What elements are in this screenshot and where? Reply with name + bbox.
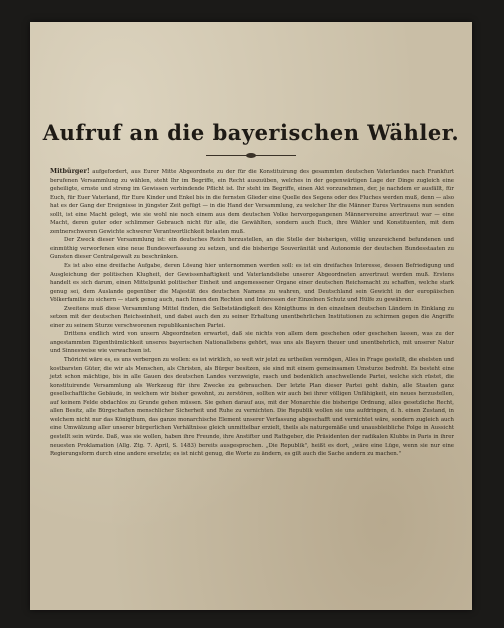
title-divider bbox=[206, 155, 296, 156]
paragraph-5: Drittens endlich wird von unsern Abgeordneten erwartet, daß sie nichts von allem dem geschehen oder geschehen lassen, was zu der angestammten Eigenthümlichkeit unseres bayerischen Nationallebens gehört, was uns als Bayern theuer und unentbehrlich, mit unserer Natur und Sinnesweise wie verwachsen ist. bbox=[50, 331, 454, 355]
paragraph-4: Zweitens muß diese Versammlung Mittel finden, die Selbstständigkeit des Königthums in den einzelnen deutschen Ländern in Einklang zu setzen mit der deutschen Reichseinheit, und dabei auch den zu seiner Erhaltung unentbehrlichen Institutionen zu schirmen gegen die Angriffe einer zu seinem Sturze verschworenen republikanischen Partei. bbox=[50, 305, 454, 329]
broadsheet-page bbox=[30, 22, 472, 610]
paragraph-3: Es ist also eine dreifache Aufgabe, deren Lösung hier unternommen werden soll: es ist ein dreifaches Interesse, dessen Befriedigung und Ausgleichung der politischen Klugheit, der Gewissenhaftigkeit und Vaterlandsliebe unserer Abgeordneten anvertraut werden muß. Erstens handelt es sich darum, einen Mittelpunkt politischer Einheit und angemessener Organe einer deutschen Reichsmacht zu schaffen, welche stark genug sei, dem Auslande gegenüber die Majestät des deutschen Namens zu wahren, und Deutschland sein Gewicht in der europäischen Völkerfamilie zu sichern — stark genug auch, nach Innen den Rechten und Interessen der Einzelnen Schutz und Hülfe zu gewähren. bbox=[50, 263, 454, 304]
document-title: Aufruf an die bayerischen Wähler. bbox=[42, 120, 460, 145]
paragraph-1 bbox=[50, 167, 454, 236]
paragraph-2: Der Zweck dieser Versammlung ist: ein deutsches Reich herzustellen, an die Stelle der bisherigen, völlig unzureichend befundenen und einmüthig verworfenen eine neue Bundesverfassung zu setzen, und die bisherige Souveränität und Autonomie der deutschen Bundesstaaten zu Gunsten dieser Centralgewalt zu beschränken. bbox=[50, 237, 454, 261]
lead-word: Mitbürger! bbox=[50, 167, 90, 175]
document-body bbox=[50, 167, 454, 459]
paragraph-text: aufgefordert, aus Eurer Mitte Abgeordnete zu der für die Konstituirung des gesammten deutschen Vaterlandes nach Frankfurt berufenen Versammlung zu wählen, steht Ihr im Begriffe, ein Recht auszuüben, welches in der gegenwärtigen Lage der Dinge zugleich eine geheiligte, ernste und streng im Gewissen verbindende Pflicht ist. Ihr steht im Begriffe, einen Akt vorzunehmen, der, je nachdem er ausfällt, für Euch, für Euer Vaterland, für Eure Kinder und Enkel bis in die fernsten Glieder eine Quelle des Segens oder des Fluches werden muß, denn — also hat es der Gang der Ereignisse in jüngster Zeit gefügt — in die Hand der Versammlung, zu welcher Ihr die Männer Eures Vertrauens nun senden sollt, ist eine Macht gelegt, wie sie wohl nie noch einem aus dem deutschen Volke hervorgegangenen Männervereine anvertraut war — eine Macht, deren guter oder schlimmer Gebrauch nicht für alle, die Gewählten, sondern auch Euch, ihre Wähler und Konstituenten, mit dem zentnerschweren Gewichte schwerer Verantwortlichkeit belasten muß. bbox=[50, 169, 455, 235]
paragraph-6: Thöricht wäre es, es uns verbergen zu wollen: es ist wirklich, so weit wir jetzt zu urtheilen vermögen, Alles in Frage gestellt, die ehelsten und kostbarsten Güter, die wir als Menschen, als Christen, als Bürger besitzen, sie sind mit einem gemeinsamen Umsturze bedroht. Es besteht eine jetzt schon mächtige, bis in alle Gauen des deutschen Landes verzweigte, rasch und bedenklich anschwellende Partei, welche sich rüstet, die konstituirende Versammlung als Werkzeug für ihre Zwecke zu gebrauchen. Der letzte Plan dieser Partei geht dahin, alle Staaten ganz gesellschaftliche Gebäude, in welchem wir bisher gewohnt, zu zerstören, sollten wir auch bei ihrer völligen Unfähigkeit, ein neues herzustellen, auf keinem Felde obdachlos zu Grunde gehen müssen. Sie gehen darauf aus, mit der Monarchie die bisherige Ordnung, alles gesetzliche Recht, allen Besitz, alle Bürgschaften menschlicher Sicherheit und Ruhe zu vernichten. Die Republik wollen sie uns aufdringen, d. h. einen Zustand, in welchem nicht nur das Königthum, das ganze monarchische Element unserer Verfassung abgeschafft und vernichtet wäre, sondern zugleich auch eine Umwälzung aller unserer bürgerlichen Verhältnisse gleich unmittelbar erzielt, theils als naturgemäße und unausbleibliche Folge in Aussicht gestellt sein würde. Daß, was sie wollen, haben ihre Freunde, ihre Anstifter und Rathgeber, die Präsidenten der radikalen Klubbs in Paris in ihrer neuesten Proklamation (Allg. Ztg. 7. April, S. 1483) bereits ausgesprochen. „Die Republik", heißt es dort, „wäre eine Lüge, wenn sie nur eine Regierungsform durch eine andere ersetzte; es ist nicht genug, die Worte zu ändern, es gilt auch die Sache andern zu machen." bbox=[50, 357, 454, 458]
